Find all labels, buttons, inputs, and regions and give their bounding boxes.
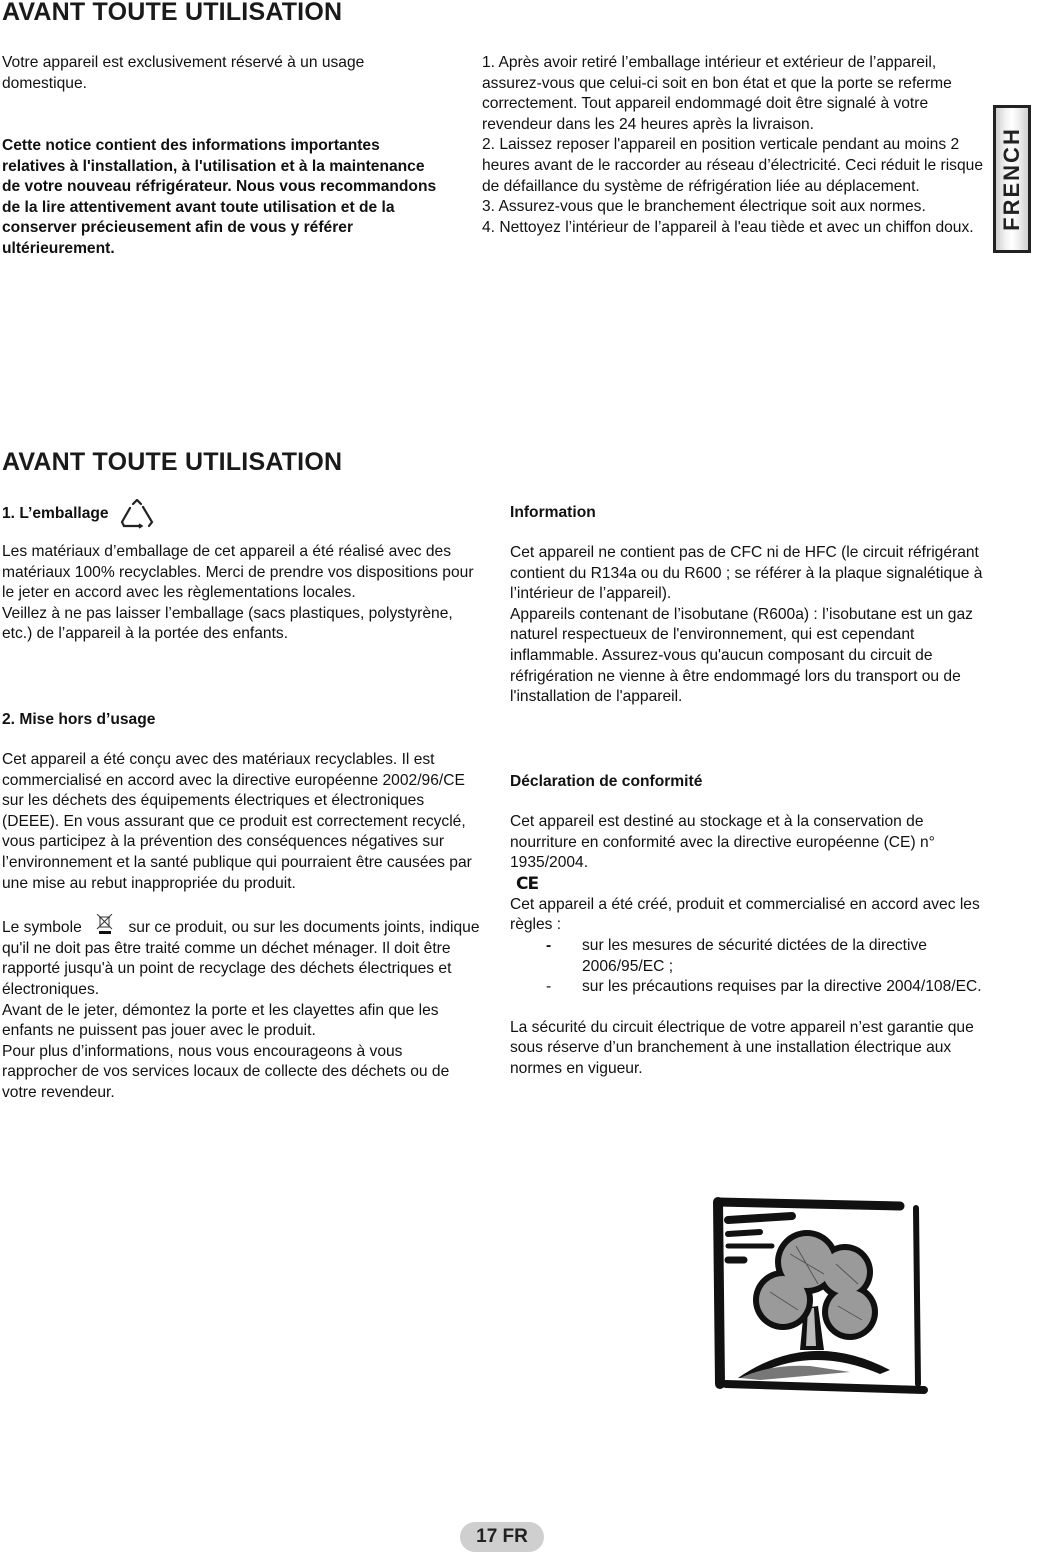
- packaging-heading: 1. L’emballage: [2, 505, 109, 522]
- disposal-section: [2, 710, 480, 1104]
- preparation-steps: [482, 53, 987, 238]
- conformity-paragraph: Cet appareil est destiné au stockage et à la conservation de nourriture en conformité avec la directive européenne (CE) n° 1935/2004.: [510, 813, 935, 872]
- language-tab: [993, 105, 1031, 253]
- packaging-paragraph: Les matériaux d’emballage de cet appareil a été réalisé avec des matériaux 100% recyclables. Merci de prendre vos dispositions pour le jeter en accord avec les règlementations locales.: [2, 543, 474, 602]
- packaging-paragraph: Veillez à ne pas laisser l’emballage (sacs plastiques, polystyrène, etc.) de l’appareil à la portée des enfants.: [2, 604, 453, 643]
- step-item: 2. Laissez reposer l'appareil en position verticale pendant au moins 2 heures avant de le raccorder au réseau d’électricité. Ceci réduit le risque de défaillance du système de réfrigération liée au déplacement.: [482, 136, 983, 195]
- bullet-text: sur les mesures de sécurité dictées de la directive 2006/95/EC ;: [582, 936, 927, 975]
- top-section-title: AVANT TOUTE UTILISATION: [2, 0, 343, 26]
- information-paragraph: Appareils contenant de l’isobutane (R600a) : l’isobutane est un gaz naturel respectueux de l'environnement, qui est cependant inflammable. Assurez-vous qu'aucun composant du circuit de réfrigération ne vienne à être endommagé lors du transport ou de l'installation de l'appareil.: [510, 605, 973, 706]
- bullet-text: sur les précautions requises par la directive 2004/108/EC.: [582, 978, 982, 996]
- symbol-suffix: sur ce produit, ou sur les documents joints, indique qu'il ne doit pas être traité comme un déchet ménager. Il doit être rapporté jusqu'à un point de recyclage des déchets électriques et électroniques.: [2, 919, 480, 998]
- language-tab-label: FRENCH: [999, 127, 1024, 231]
- information-heading: Information: [510, 504, 596, 521]
- disposal-paragraph: Cet appareil a été conçu avec des matériaux recyclables. Il est commercialisé en accord avec la directive européenne 2002/96/CE sur les déchets des équipements électriques et électroniques (DEEE). En vous assurant que ce produit est correctement recyclé, vous participez à la prévention des conséquences négatives sur l’environnement et la santé publique qui pourraient être causées par une mise au rebut inappropriée du produit.: [2, 751, 472, 892]
- symbol-prefix: Le symbole: [2, 919, 82, 937]
- step-item: 1. Après avoir retiré l’emballage intérieur et extérieur de l’appareil, assurez-vous que celui-ci soit en bon état et que la porte se referme correctement. Tout appareil endommagé doit être signalé à votre revendeur dans les 24 heures après la livraison.: [482, 54, 952, 133]
- step-item: 3. Assurez-vous que le branchement électrique soit aux normes.: [482, 198, 926, 216]
- conformity-paragraph: La sécurité du circuit électrique de votre appareil n’est garantie que sous réserve d’un branchement à une installation électrique aux normes en vigueur.: [510, 1018, 974, 1077]
- recycle-icon: [119, 499, 155, 529]
- disposal-symbol-paragraph: [2, 914, 480, 1000]
- packaging-section: [2, 500, 480, 645]
- bullet-marker: -: [546, 936, 552, 954]
- conformity-bullet: [510, 936, 988, 977]
- crossed-bin-icon: [94, 914, 116, 934]
- disposal-paragraph: Pour plus d’informations, nous vous encourageons à vous rapprocher de vos services locaux de collecte des déchets ou de votre revendeur.: [2, 1042, 450, 1101]
- intro-text: Votre appareil est exclusivement réservé à un usage domestique.: [2, 54, 365, 92]
- conformity-section: [510, 772, 988, 1080]
- conformity-bullet: [510, 977, 988, 998]
- conformity-paragraph: Cet appareil a été créé, produit et commercialisé en accord avec les règles :: [510, 895, 980, 934]
- information-paragraph: Cet appareil ne contient pas de CFC ni de HFC (le circuit réfrigérant contient du R134a ou du R600 ; se référer à la plaque signalétique à l’intérieur de l’appareil).: [510, 544, 983, 603]
- page-number: 17 FR: [460, 1522, 544, 1552]
- tree-logo: [700, 1188, 936, 1400]
- disposal-paragraph: Avant de le jeter, démontez la porte et les clayettes afin que les enfants ne puissent pas jouer avec le produit.: [2, 1001, 439, 1040]
- notice-bold-text: Cette notice contient des informations importantes relatives à l'installation, à l'utilisation et à la maintenance de votre nouveau réfrigérateur. Nous vous recommandons de la lire attentivement avant toute utilisation et de la conserver précieusement afin de vous y référer ultérieurement.: [2, 137, 437, 257]
- step-item: 4. Nettoyez l’intérieur de l’appareil à l'eau tiède et avec un chiffon doux.: [482, 218, 974, 236]
- information-section: [510, 503, 988, 708]
- bottom-section-title: AVANT TOUTE UTILISATION: [2, 448, 343, 476]
- disposal-heading: 2. Mise hors d’usage: [2, 711, 156, 728]
- ce-mark: CE: [516, 873, 539, 894]
- bullet-marker: -: [546, 978, 552, 996]
- conformity-heading: Déclaration de conformité: [510, 773, 703, 790]
